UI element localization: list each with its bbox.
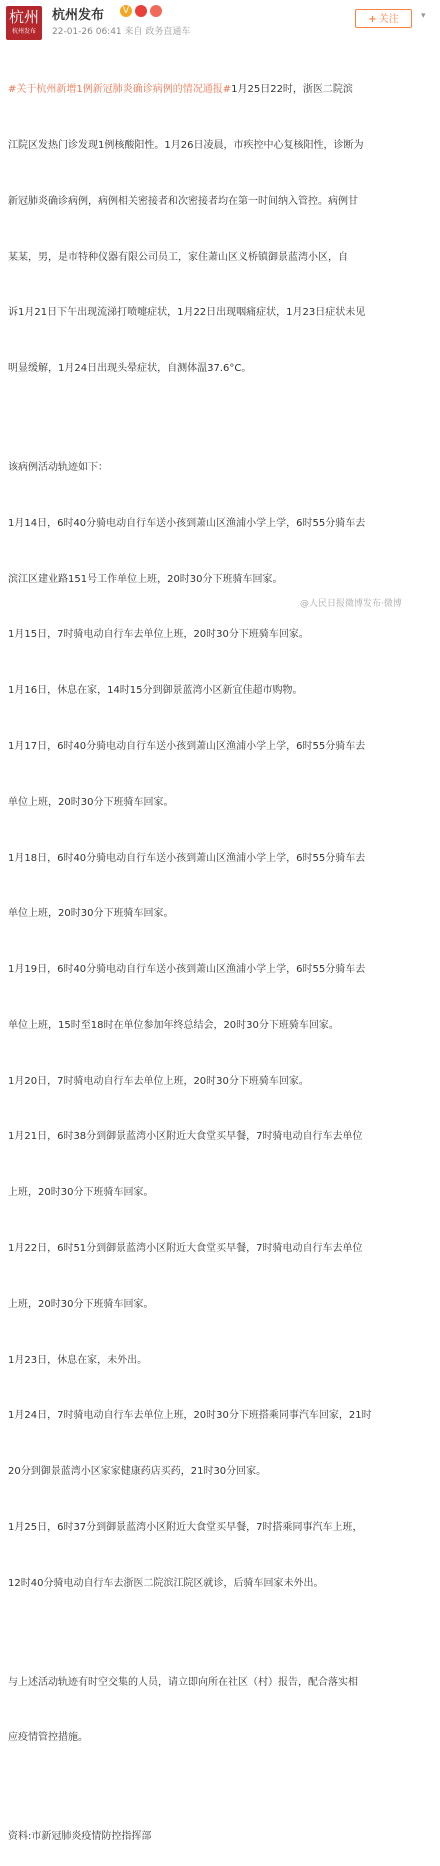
hashtag-link[interactable]: #关于杭州新增1例新冠肺炎确诊病例的情况通报# — [8, 84, 232, 96]
post-meta — [52, 24, 190, 37]
intro-line: 诉1月21日下午出现流涕打喷嚏症状，1月22日出现咽痛症状，1月23日症状未见 — [8, 307, 366, 319]
medal-badge-icon — [150, 5, 162, 17]
activity-line: 20分到御景蓝湾小区家家健康药店买药，21时30分回家。 — [8, 1466, 267, 1478]
intro-line: 1月25日22时，浙医二院滨 — [231, 84, 353, 96]
activity-line: 1月15日，7时骑电动自行车去单位上班，20时30分下班骑车回家。 — [8, 629, 309, 641]
signature-line: 资料:市新冠肺炎疫情防控指挥部 — [8, 1831, 152, 1843]
intro-line: 江院区发热门诊发现1例核酸阳性。1月26日凌晨，市疾控中心复核阳性，诊断为 — [8, 139, 364, 151]
post-source[interactable]: 来自 政务直通车 — [124, 27, 191, 37]
notice-line: 应疫情管控措施。 — [8, 1732, 88, 1744]
activity-line: 1月22日，6时51分到御景蓝湾小区附近大食堂买早餐，7时骑电动自行车去单位 — [8, 1243, 363, 1254]
content-line — [8, 81, 434, 100]
activity-line: 1月21日，6时38分到御景蓝湾小区附近大食堂买早餐，7时骑电动自行车去单位 — [8, 1131, 363, 1143]
activity-line: 滨江区建业路151号工作单位上班，20时30分下班骑车回家。 — [8, 573, 283, 585]
paragraph-gap — [8, 1630, 434, 1636]
plus-icon: + — [368, 14, 377, 25]
intro-line: 某某，男，是市特种仪器有限公司员工，家住萧山区义桥镇御景蓝湾小区，自 — [8, 251, 348, 263]
activity-line: 1月16日，休息在家，14时15分到御景蓝湾小区新宜佳超市购物。 — [8, 685, 303, 697]
author-name[interactable]: 杭州发布 — [52, 8, 105, 23]
avatar-logo-text: 杭州发布 — [11, 28, 36, 35]
activity-line: 1月25日，6时37分到御景蓝湾小区附近大食堂买早餐，7时搭乘同事汽车上班， — [8, 1521, 363, 1533]
activity-line: 1月19日，6时40分骑电动自行车送小孩到萧山区渔浦小学上学，6时55分骑车去 — [8, 964, 366, 976]
activity-line: 1月24日，7时骑电动自行车去单位上班，20时30分下班搭乘同事汽车回家，21时 — [8, 1410, 372, 1422]
activity-line: 1月20日，7时骑电动自行车去单位上班，20时30分下班骑车回家。 — [8, 1075, 309, 1087]
paragraph-gap — [8, 1785, 434, 1791]
activity-line: 单位上班，15时至18时在单位参加年终总结会，20时30分下班骑车回家。 — [8, 1019, 339, 1031]
intro-line: 明显缓解，1月24日出现头晕症状，自测体温37.6°C。 — [8, 363, 252, 375]
follow-button[interactable] — [355, 9, 412, 28]
follow-label: 关注 — [378, 14, 399, 25]
watermark: @人民日报微博发布·微博 — [300, 599, 402, 609]
activity-line: 单位上班，20时30分下班骑车回家。 — [8, 908, 174, 920]
activity-line: 单位上班，20时30分下班骑车回家。 — [8, 796, 174, 808]
post-header — [0, 0, 440, 40]
chevron-down-icon[interactable]: ▾ — [421, 11, 426, 21]
intro-line: 新冠肺炎确诊病例，病例相关密接者和次密接者均在第一时间纳入管控。病例甘 — [8, 195, 358, 207]
activity-line: 1月17日，6时40分骑电动自行车送小孩到萧山区渔浦小学上学，6时55分骑车去 — [8, 740, 366, 752]
avatar[interactable] — [6, 6, 42, 40]
paragraph-gap — [8, 416, 434, 422]
activity-line: 上班，20时30分下班骑车回家。 — [8, 1298, 154, 1310]
post-timestamp[interactable]: 22-01-26 06:41 — [52, 27, 122, 37]
activity-line: 上班，20时30分下班骑车回家。 — [8, 1187, 154, 1199]
avatar-logo-mark: 杭州 — [8, 8, 39, 26]
post-body — [8, 44, 434, 1866]
member-badge-icon — [135, 5, 147, 17]
activity-line: 1月23日，休息在家，未外出。 — [8, 1354, 148, 1366]
activity-line: 1月18日，6时40分骑电动自行车送小孩到萧山区渔浦小学上学，6时55分骑车去 — [8, 852, 366, 864]
verified-icon: V — [120, 5, 132, 17]
notice-line: 与上述活动轨迹有时空交集的人员，请立即向所在社区（村）报告，配合落实相 — [8, 1676, 358, 1688]
activity-line: 12时40分骑电动自行车去浙医二院滨江院区就诊，后骑车回家未外出。 — [8, 1577, 324, 1589]
activities-heading: 该病例活动轨迹如下： — [8, 462, 108, 474]
activity-line: 1月14日，6时40分骑电动自行车送小孩到萧山区渔浦小学上学，6时55分骑车去 — [8, 517, 366, 529]
